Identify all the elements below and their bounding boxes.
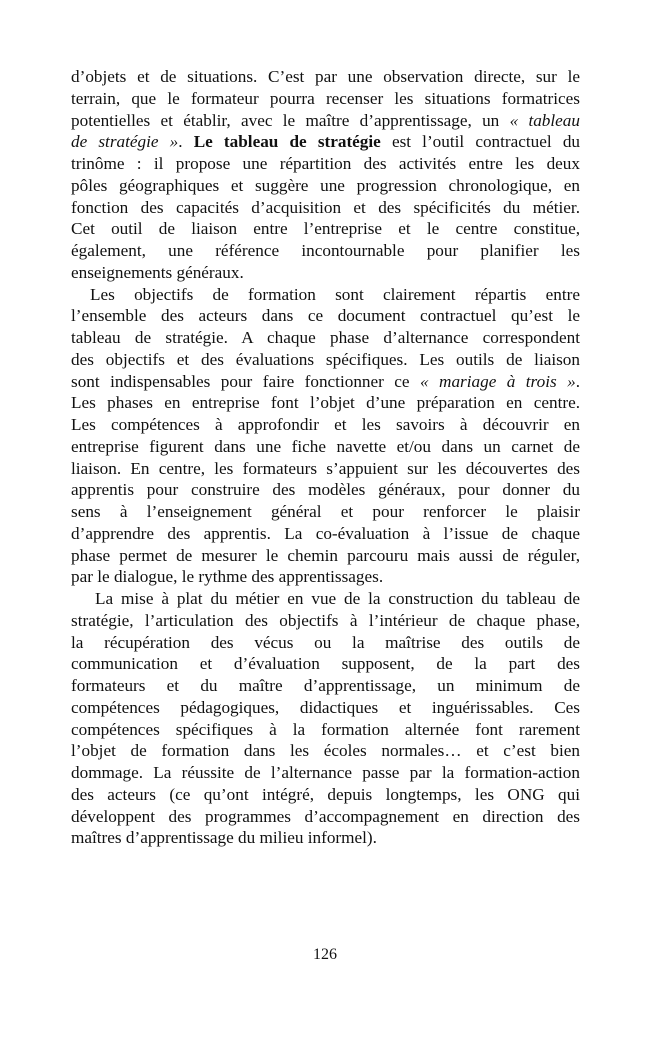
text-line: développent des programmes d’accompagnement en direction des xyxy=(71,806,580,826)
text-line: communication et d’évaluation supposent, de la part des xyxy=(71,654,580,674)
text-line: sens à l’enseignement général et pour renforcer le plaisir xyxy=(71,502,580,521)
text-line: stratégie, l’articulation des objectifs à l’intérieur de chaque phase, xyxy=(71,610,580,630)
text-line: également, une référence incontournable pour planifier les xyxy=(71,241,580,260)
paragraph-3 xyxy=(71,588,580,849)
text-line: compétences pédagogiques, didactiques et inguérissables. Ces xyxy=(71,697,580,717)
bold-term: Le tableau de stratégie xyxy=(193,132,381,152)
text-line: l’ensemble des acteurs dans ce document contractuel qu’est le xyxy=(71,306,580,326)
body-text xyxy=(71,66,580,849)
text-line: des acteurs (ce qu’ont intégré, depuis longtemps, les ONG qui xyxy=(71,784,580,804)
italic-term: de stratégie » xyxy=(71,132,179,152)
page-number: 126 xyxy=(313,946,337,963)
text-line: entreprise figurent dans une fiche navette et/ou dans un carnet de xyxy=(71,436,580,456)
text-line: phase permet de mesurer le chemin parcouru mais aussi de réguler, xyxy=(71,545,580,565)
text-line: Les compétences à approfondir et les savoirs à découvrir en xyxy=(71,415,580,434)
text-line: d’objets et de situations. C’est par une observation directe, sur le xyxy=(71,67,580,86)
paragraph-1 xyxy=(71,66,580,284)
text-line: maîtres d’apprentissage du milieu informel). xyxy=(71,828,377,848)
text-line: compétences spécifiques à la formation alternée font rarement xyxy=(71,719,580,739)
text-line: terrain, que le formateur pourra recenser les situations formatrices xyxy=(71,88,580,108)
text-line: de stratégie ». Le tableau de stratégie est l’outil contractuel du xyxy=(71,132,581,152)
text-line: d’apprendre des apprentis. La co-évaluation à l’issue de chaque xyxy=(71,523,580,543)
text-line: par le dialogue, le rythme des apprentissages. xyxy=(71,567,384,587)
text-line: Les phases en entreprise font l’objet d’une préparation en centre. xyxy=(71,393,580,413)
text-line: fonction des capacités d’acquisition et des spécificités du métier. xyxy=(71,197,580,217)
text-line: liaison. En centre, les formateurs s’appuient sur les découvertes des xyxy=(71,458,580,478)
text-line: trinôme : il propose une répartition des activités entre les deux xyxy=(71,154,580,173)
text-line: la récupération des vécus ou la maîtrise des outils de xyxy=(71,632,580,652)
text-line: Les objectifs de formation sont clairement répartis entre xyxy=(90,284,580,304)
text-line: sont indispensables pour faire fonctionner ce « mariage à trois ». xyxy=(71,371,580,391)
text-line: pôles géographiques et suggère une progression chronologique, en xyxy=(71,175,580,195)
italic-term: « tableau xyxy=(509,110,580,130)
text-line: des objectifs et des évaluations spécifiques. Les outils de liaison xyxy=(71,349,580,369)
text-line: La mise à plat du métier en vue de la construction du tableau de xyxy=(95,589,580,608)
text-line: dommage. La réussite de l’alternance passe par la formation-action xyxy=(71,763,580,782)
text-line: l’objet de formation dans les écoles normales… et c’est bien xyxy=(71,741,580,761)
text-line: tableau de stratégie. A chaque phase d’alternance correspondent xyxy=(71,328,580,347)
text-line: Cet outil de liaison entre l’entreprise et le centre constitue, xyxy=(71,219,580,239)
text-line: formateurs et du maître d’apprentissage, un minimum de xyxy=(71,676,580,695)
text-line: enseignements généraux. xyxy=(71,262,244,282)
text-line: apprentis pour construire des modèles généraux, pour donner du xyxy=(71,480,580,500)
text-line: potentielles et établir, avec le maître d’apprentissage, un « tableau xyxy=(71,110,580,130)
italic-term: « mariage à trois » xyxy=(420,371,576,391)
paragraph-2 xyxy=(71,284,580,589)
